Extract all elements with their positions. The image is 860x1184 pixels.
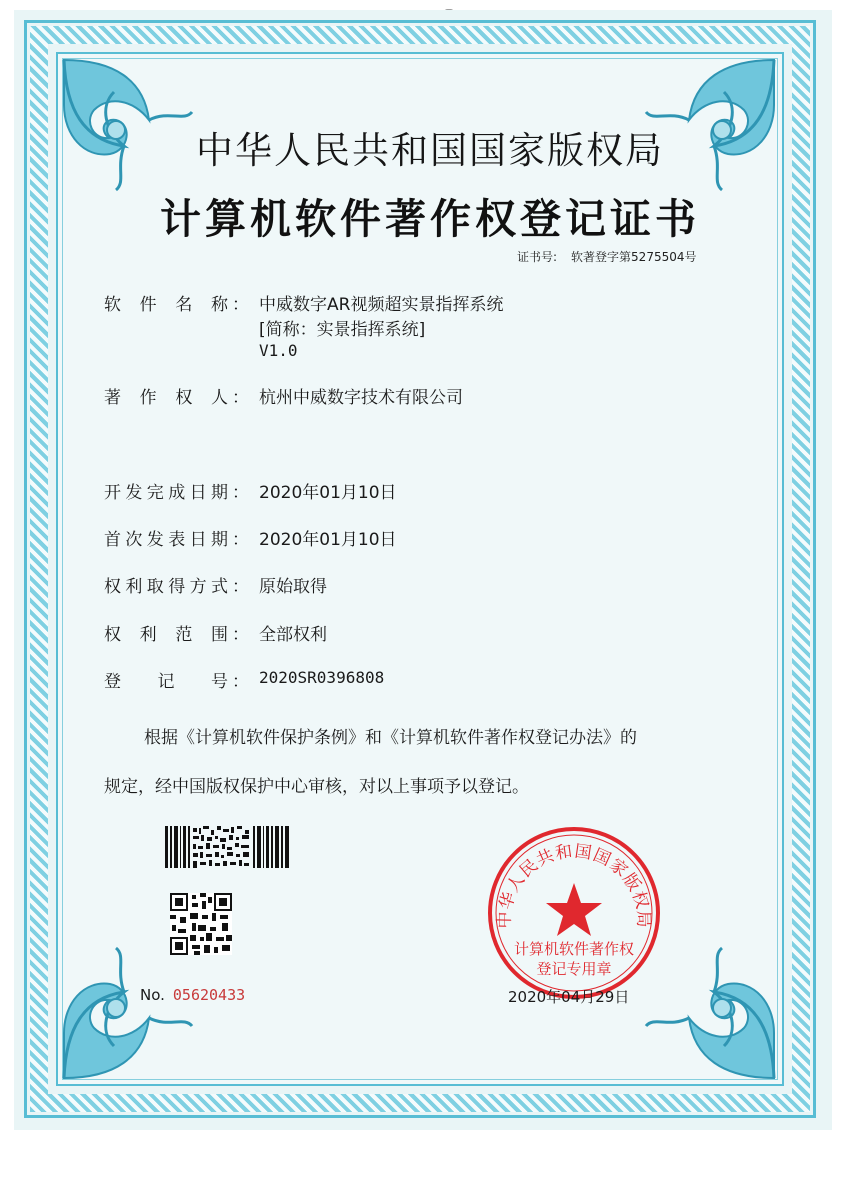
software-name-colon: ： (232, 295, 249, 315)
seal-inner-line-1: 计算机软件著作权 (513, 940, 634, 958)
acquisition-method-label: 权利取得方式 (104, 577, 228, 597)
seal-inner-line-2: 登记专用章 (536, 960, 612, 978)
publication-date-label: 首次发表日期 (104, 530, 228, 550)
rights-scope-value: 全部权利 (259, 625, 327, 645)
software-name-label: 软件名称 (104, 295, 228, 315)
barcode-icon (165, 826, 289, 868)
rights-scope-colon: ： (232, 625, 249, 645)
development-date-label: 开发完成日期 (104, 483, 228, 503)
certificate-title: 计算机软件著作权登记证书 (160, 195, 700, 243)
star-icon (546, 883, 602, 936)
copyright-owner-value: 杭州中威数字技术有限公司 (259, 388, 463, 408)
publication-date-colon: ： (232, 530, 249, 550)
copyright-owner-label: 著作权人 (104, 388, 228, 408)
corner-ornament-icon (54, 938, 204, 1088)
certificate-number-label: 证书号: (517, 250, 558, 264)
acquisition-method-colon: ： (232, 577, 249, 597)
publication-date-value: 2020年01月10日 (259, 530, 397, 550)
certificate-number-value: 软著登字第5275504号 (571, 250, 697, 264)
rights-scope-label: 权利范围 (104, 625, 228, 645)
seal-ring-text: 中华人民共和国国家版权局 (494, 841, 654, 929)
serial-number (140, 986, 245, 1004)
legal-basis-line-1: 根据《计算机软件保护条例》和《计算机软件著作权登记办法》的 (144, 728, 637, 748)
legal-basis-line-2: 规定，经中国版权保护中心审核，对以上事项予以登记。 (104, 777, 529, 797)
software-name-value: 中威数字AR视频超实景指挥系统 (259, 295, 504, 315)
qrcode-icon (170, 893, 232, 955)
serial-value: 05620433 (172, 986, 246, 1004)
software-short-name: [简称：实景指挥系统] (259, 320, 426, 340)
development-date-colon: ： (232, 483, 249, 503)
certificate-number (517, 248, 697, 265)
registration-number-label: 登记号 (104, 672, 228, 692)
issue-date: 2020年04月29日 (508, 988, 630, 1006)
registration-number-colon: ： (232, 672, 249, 692)
registration-number-value: 2020SR0396808 (259, 668, 385, 687)
software-version: V1.0 (259, 341, 298, 360)
development-date-value: 2020年01月10日 (259, 483, 397, 503)
authority-title: 中华人民共和国国家版权局 (196, 129, 664, 172)
acquisition-method-value: 原始取得 (259, 577, 327, 597)
copyright-owner-colon: ： (232, 388, 249, 408)
serial-prefix: No. (140, 986, 165, 1004)
